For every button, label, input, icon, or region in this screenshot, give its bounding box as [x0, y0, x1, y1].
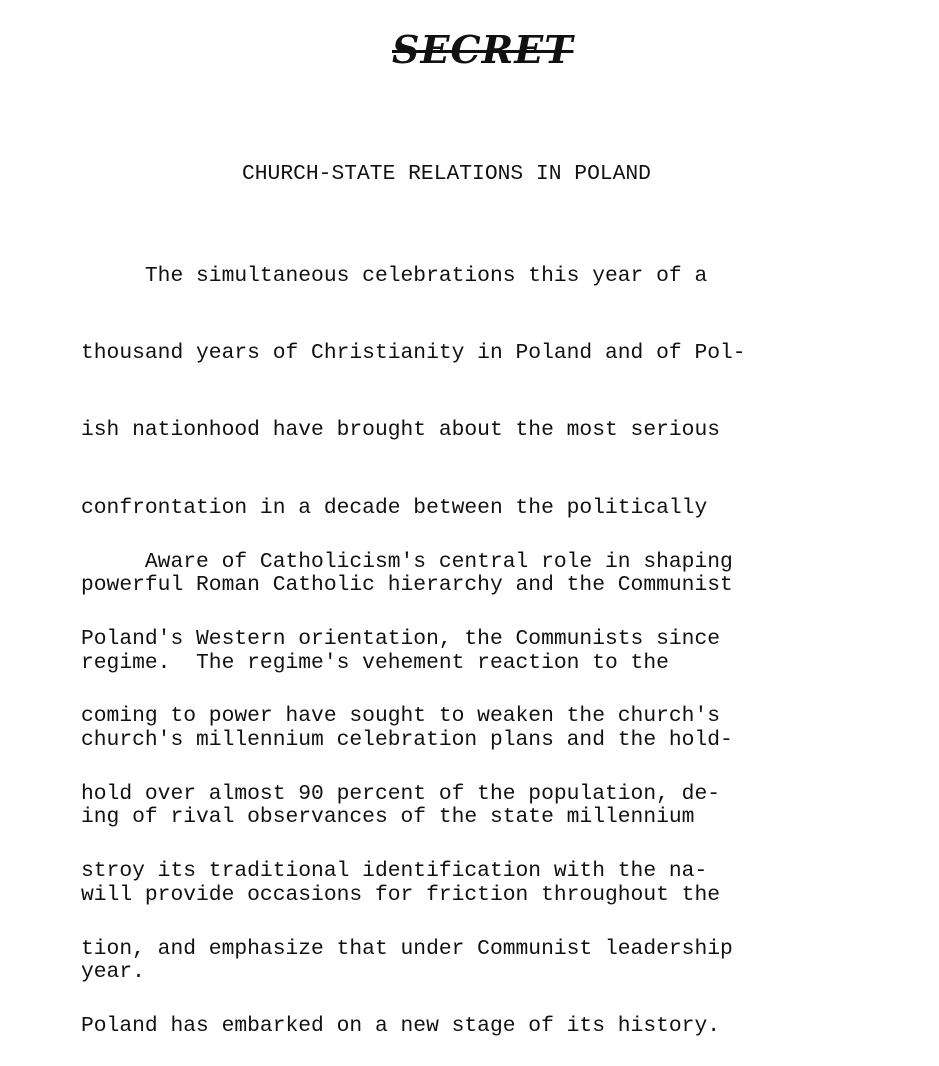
text-line: hold over almost 90 percent of the population, de- — [81, 781, 721, 806]
text-line: The simultaneous celebrations this year of a — [81, 263, 708, 288]
text-line: tion, and emphasize that under Communist leadership — [81, 936, 733, 961]
text-line: Poland's Western orientation, the Communists since — [81, 626, 721, 651]
text-line: will provide occasions for friction throughout the — [81, 882, 721, 907]
text-line: powerful Roman Catholic hierarchy and the Communist — [81, 573, 733, 598]
text-line: coming to power have sought to weaken the church's — [81, 704, 721, 729]
document-title: CHURCH-STATE RELATIONS IN POLAND — [242, 162, 651, 186]
text-line: regime. The regime's vehement reaction to the — [81, 650, 669, 675]
paragraph-2 — [81, 498, 733, 1066]
text-line: confrontation in a decade between the politically — [81, 495, 708, 520]
text-line: ing of rival observances of the state millennium — [81, 805, 695, 830]
text-line: church's millennium celebration plans and the hold- — [81, 727, 733, 752]
text-line: Poland has embarked on a new stage of its history. — [81, 1013, 721, 1038]
text-line: ish nationhood have brought about the most serious — [81, 418, 721, 443]
text-line: thousand years of Christianity in Poland and of Pol- — [81, 340, 746, 365]
text-line: Aware of Catholicism's central role in shaping — [81, 549, 733, 574]
text-line: stroy its traditional identification with the na- — [81, 859, 708, 884]
classification-stamp: SECRET — [392, 27, 574, 72]
text-line: year. — [81, 960, 145, 985]
